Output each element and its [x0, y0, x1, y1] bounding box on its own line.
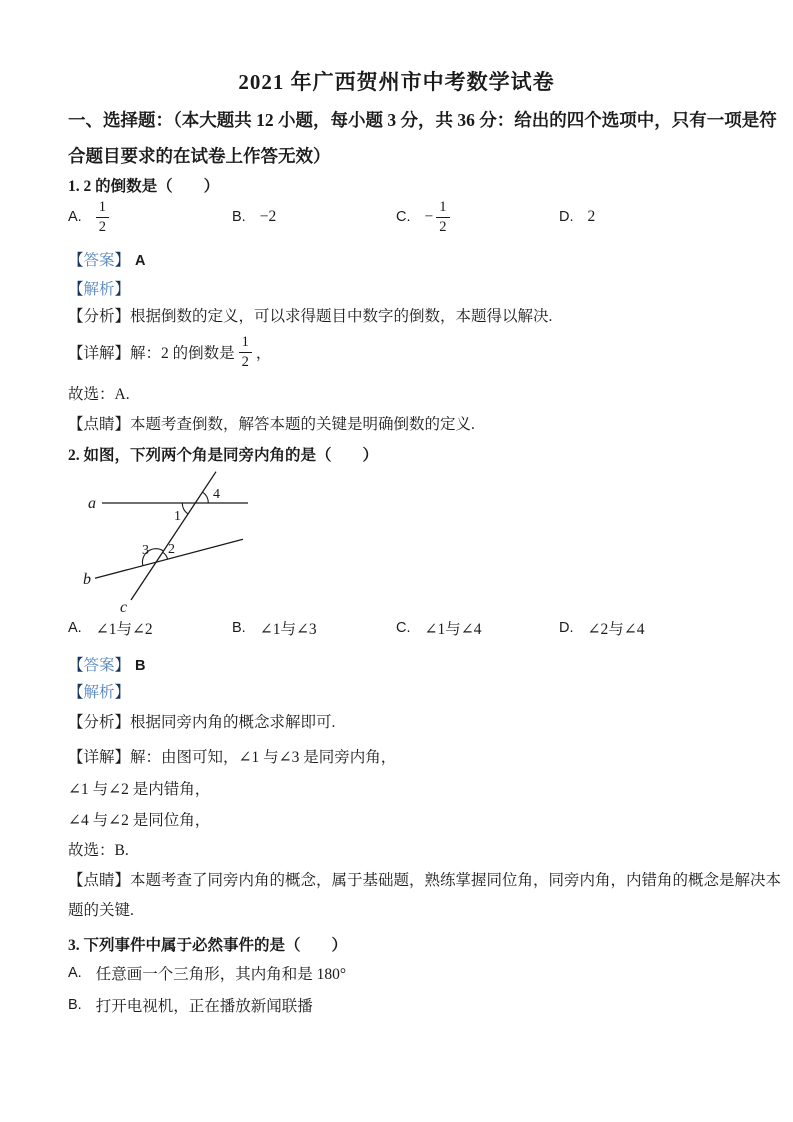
q3-stem: 3. 下列事件中属于必然事件的是（ ） — [68, 937, 348, 954]
q2-conclusion: 故选：B. — [68, 842, 129, 859]
q2-option-b-label: B. — [232, 620, 246, 636]
analysis-keyword: 解析 — [83, 281, 115, 298]
q2-option-c-label: C. — [396, 620, 411, 636]
bracket-open: 【 — [68, 684, 84, 701]
q3-option-b-text: 打开电视机，正在播放新闻联播 — [95, 998, 313, 1015]
q1-option-a — [68, 198, 109, 236]
answer-keyword: 答案 — [83, 657, 115, 674]
q3-option-a — [68, 958, 346, 988]
q2-detail-line1: 【详解】解：由图可知，∠1 与∠3 是同旁内角， — [68, 749, 397, 766]
q2-answer-line — [68, 653, 146, 675]
q2-option-b-text: ∠1与∠3 — [259, 621, 317, 638]
q2-answer-value: B — [135, 658, 146, 674]
q2-option-c — [396, 613, 481, 643]
q1-analysis-header — [68, 277, 130, 299]
figure-angle-2: 2 — [168, 542, 175, 557]
q3-option-b — [68, 990, 313, 1020]
q2-option-d-label: D. — [559, 620, 574, 636]
q2-option-d — [559, 613, 644, 643]
q1-stem: 1. 2 的倒数是（ ） — [68, 178, 220, 195]
figure-label-a: a — [88, 495, 96, 512]
analysis-keyword: 解析 — [83, 684, 115, 701]
q1-answer-value: A — [135, 253, 146, 269]
q2-option-b — [232, 613, 317, 643]
q1-option-b-label: B. — [232, 209, 246, 225]
page-title: 2021 年广西贺州市中考数学试卷 — [238, 70, 555, 94]
q3-option-a-label: A. — [68, 965, 82, 981]
q1-option-d-label: D. — [559, 209, 574, 225]
q2-stem: 2. 如图，下列两个角是同旁内角的是（ ） — [68, 447, 379, 464]
q1-option-c-fraction — [436, 199, 449, 235]
q1-option-a-label: A. — [68, 209, 82, 225]
q2-option-c-text: ∠1与∠4 — [424, 621, 482, 638]
angle-4-arc — [203, 492, 209, 503]
answer-keyword: 答案 — [83, 252, 115, 269]
bracket-close: 】 — [114, 684, 131, 701]
figure-angle-4: 4 — [213, 487, 220, 502]
bracket-close: 】 — [114, 252, 131, 269]
section-heading-line1: 一、选择题：（本大题共 12 小题，每小题 3 分，共 36 分：给出的四个选项中，只有一项是符 — [68, 110, 777, 130]
q1-option-b — [232, 198, 276, 236]
q1-detail-line — [68, 334, 271, 370]
q3-option-b-label: B. — [68, 997, 82, 1013]
section-heading-line2: 合题目要求的在试卷上作答无效） — [68, 146, 331, 166]
angle-1-arc — [182, 503, 188, 514]
fraction-denominator: 2 — [439, 218, 447, 235]
q2-note-line2: 题的关键. — [68, 902, 134, 919]
figure-label-c: c — [120, 599, 128, 616]
q1-option-d — [559, 198, 595, 236]
q1-option-c-minus: − — [424, 208, 434, 225]
q1-option-c — [396, 198, 450, 236]
q2-figure — [78, 466, 338, 616]
q1-option-b-text: −2 — [259, 208, 277, 225]
bracket-open: 【 — [68, 657, 84, 674]
q2-detail-line3: ∠4 与∠2 是同位角， — [68, 812, 211, 829]
q1-detail-fraction — [239, 334, 252, 370]
bracket-open: 【 — [68, 281, 84, 298]
q1-option-d-text: 2 — [587, 208, 596, 225]
q2-note-line1: 【点睛】本题考查了同旁内角的概念，属于基础题，熟练掌握同位角，同旁内角，内错角的概念是解决本 — [68, 872, 782, 889]
fraction-denominator: 2 — [241, 353, 249, 370]
figure-angle-3: 3 — [142, 543, 149, 558]
bracket-close: 】 — [114, 281, 131, 298]
figure-angle-1: 1 — [174, 509, 181, 524]
figure-line-c — [131, 472, 216, 600]
q1-analysis-text: 【分析】根据倒数的定义，可以求得题目中数字的倒数，本题得以解决. — [68, 308, 553, 325]
figure-label-b: b — [83, 571, 91, 588]
angle-2-arc — [163, 552, 168, 559]
bracket-open: 【 — [68, 252, 84, 269]
q2-option-a — [68, 613, 153, 643]
q1-option-c-label: C. — [396, 209, 411, 225]
bracket-close: 】 — [114, 657, 131, 674]
q2-option-a-label: A. — [68, 620, 82, 636]
q1-detail-suffix: ， — [255, 345, 272, 362]
fraction-numerator: 1 — [96, 199, 109, 218]
q2-analysis-header — [68, 680, 130, 702]
q1-note: 【点睛】本题考查倒数，解答本题的关键是明确倒数的定义. — [68, 416, 475, 433]
fraction-numerator: 1 — [436, 199, 449, 218]
q1-option-a-fraction — [96, 199, 109, 235]
q3-option-a-text: 任意画一个三角形，其内角和是 180° — [95, 966, 347, 983]
q1-conclusion: 故选：A. — [68, 386, 130, 403]
q1-detail-prefix: 【详解】解：2 的倒数是 — [68, 345, 235, 362]
q1-answer-line — [68, 248, 146, 270]
fraction-numerator: 1 — [239, 334, 252, 353]
q2-analysis-text: 【分析】根据同旁内角的概念求解即可. — [68, 714, 336, 731]
fraction-denominator: 2 — [98, 218, 106, 235]
q2-detail-line2: ∠1 与∠2 是内错角， — [68, 781, 211, 798]
q2-option-a-text: ∠1与∠2 — [95, 621, 153, 638]
q2-option-d-text: ∠2与∠4 — [587, 621, 645, 638]
